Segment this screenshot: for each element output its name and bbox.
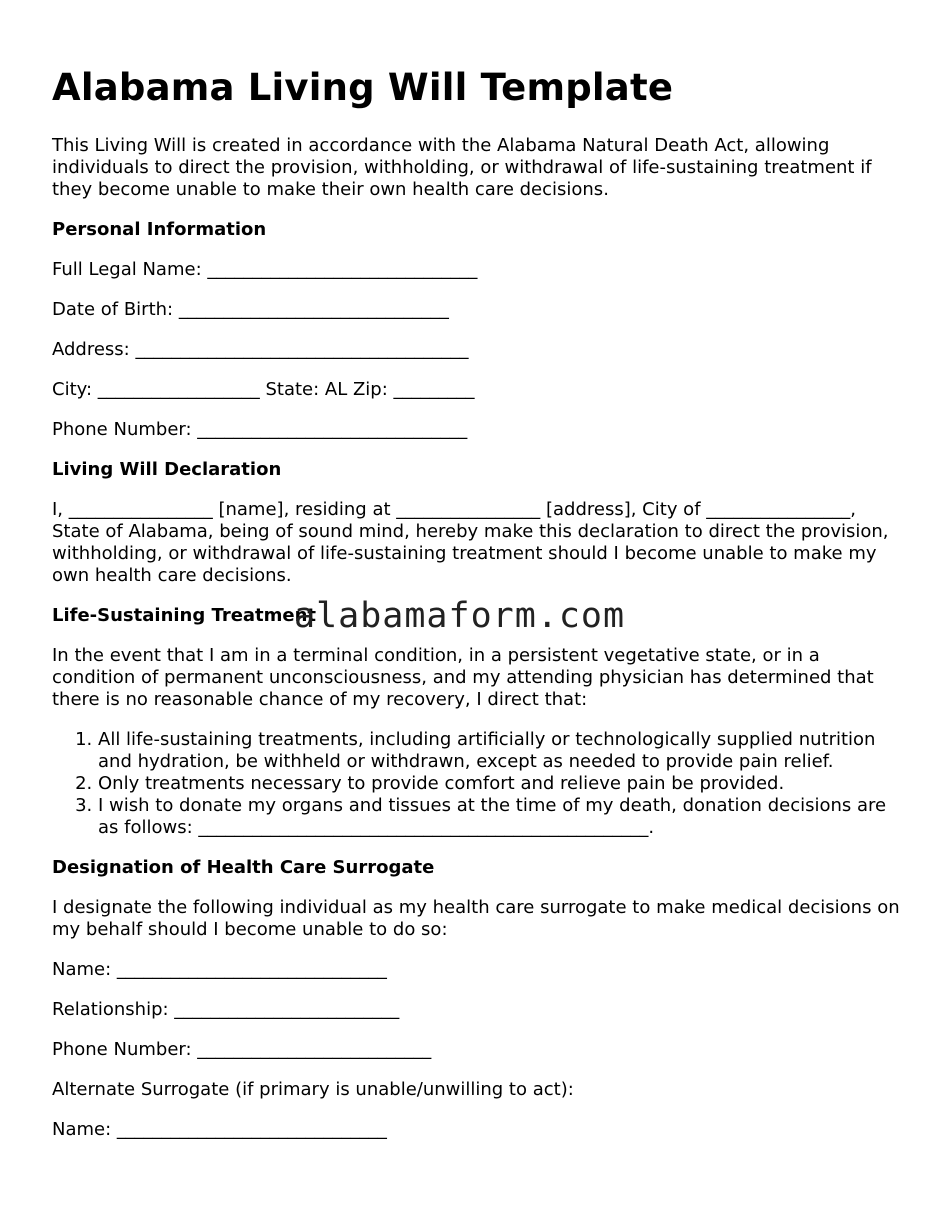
- treatment-heading: Life-Sustaining Treatment: [52, 605, 317, 626]
- page-title: Alabama Living Will Template: [52, 66, 674, 109]
- list-item: 3. I wish to donate my organs and tissues at the time of my death, donation decisions are as follows: __________________________________________________.: [98, 795, 902, 839]
- address-field: Address: _____________________________________: [52, 339, 469, 360]
- list-item: 1. All life-sustaining treatments, including artificially or technologically supplied nutrition and hydration, be withheld or withdrawn, except as needed to provide pain relief.: [98, 729, 902, 773]
- alternate-name-field: Name: ______________________________: [52, 1119, 387, 1140]
- dob-field: Date of Birth: ______________________________: [52, 299, 449, 320]
- surrogate-relationship-field: Relationship: _________________________: [52, 999, 400, 1020]
- watermark: alabamaform.com: [294, 596, 626, 636]
- treatment-text: In the event that I am in a terminal condition, in a persistent vegetative state, or in a condition of permanent unconsciousness, and my attending physician has determined that there is no reasonable chance of my recovery, I direct that:: [52, 645, 874, 710]
- personal-info-heading: Personal Information: [52, 219, 267, 240]
- surrogate-heading: Designation of Health Care Surrogate: [52, 857, 435, 878]
- declaration-heading: Living Will Declaration: [52, 459, 282, 480]
- phone-field: Phone Number: ______________________________: [52, 419, 468, 440]
- list-item: 2. Only treatments necessary to provide comfort and relieve pain be provided.: [98, 773, 902, 795]
- surrogate-phone-field: Phone Number: __________________________: [52, 1039, 432, 1060]
- treatment-list: [52, 729, 902, 839]
- city-state-zip-field: City: __________________ State: AL Zip: _________: [52, 379, 475, 400]
- alternate-surrogate-label: Alternate Surrogate (if primary is unable/unwilling to act):: [52, 1079, 574, 1100]
- surrogate-text: I designate the following individual as my health care surrogate to make medical decisions on my behalf should I become unable to do so:: [52, 897, 900, 940]
- intro-paragraph: This Living Will is created in accordance with the Alabama Natural Death Act, allowing individuals to direct the provision, withholding, or withdrawal of life-sustaining treatment if they become unable to make their own health care decisions.: [52, 135, 872, 200]
- declaration-text: I, ________________ [name], residing at ________________ [address], City of ________________, State of Alabama, being of sound mind, hereby make this declaration to direct the provision, withholding, or withdrawal of life-sustaining treatment should I become unable to make my own health care decisions.: [52, 499, 889, 586]
- surrogate-name-field: Name: ______________________________: [52, 959, 387, 980]
- full-name-field: Full Legal Name: ______________________________: [52, 259, 478, 280]
